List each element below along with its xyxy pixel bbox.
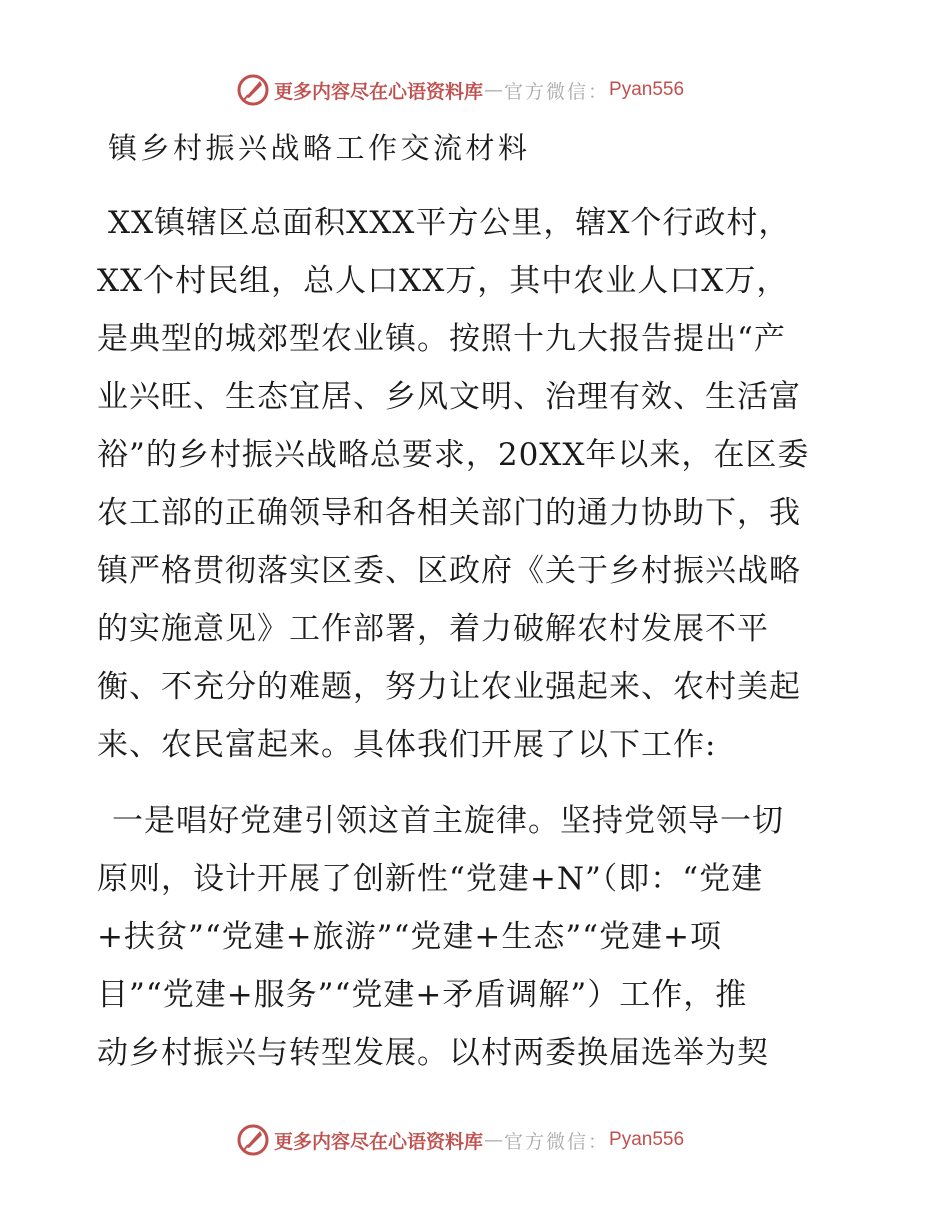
text-line: 来、农民富起来。具体我们开展了以下工作:	[97, 727, 717, 763]
text-line: 裕”的乡村振兴战略总要求，20XX年以来，在区委	[97, 437, 810, 473]
text-line: 衡、不充分的难题，努力让农业强起来、农村美起	[97, 669, 801, 705]
text-line: +扶贫”“党建+旅游”“党建+生态”“党建+项	[97, 919, 722, 955]
text-line: XX个村民组，总人口XX万，其中农业人口X万，	[97, 263, 789, 299]
text-line: 农工部的正确领导和各相关部门的通力协助下，我	[97, 495, 801, 531]
text-line: 动乡村振兴与转型发展。以村两委换届选举为契	[97, 1035, 769, 1071]
watermark-label: 官方微信：	[504, 1130, 610, 1153]
text-line: 业兴旺、生态宜居、乡风文明、治理有效、生活富	[97, 379, 801, 415]
text-line: 镇严格贯彻落实区委、区政府《关于乡村振兴战略	[97, 553, 801, 589]
text-line: XX镇辖区总面积XXX平方公里，辖X个行政村，	[108, 205, 791, 241]
watermark-id: Pyan556	[609, 1129, 685, 1150]
text-line: 一是唱好党建引领这首主旋律。坚持党领导一切	[112, 803, 784, 839]
watermark-text: 更多内容尽在心语资料库	[274, 1130, 484, 1153]
footer-watermark	[236, 1122, 684, 1158]
text-line: 是典型的城郊型农业镇。按照十九大报告提出“产	[97, 321, 786, 357]
watermark-separator: —	[484, 79, 504, 101]
watermark-text: 更多内容尽在心语资料库	[274, 80, 484, 103]
quill-logo-icon	[236, 1123, 270, 1157]
text-line: 目”“党建+服务”“党建+矛盾调解”）工作，推	[97, 977, 748, 1013]
document-title: 镇乡村振兴战略工作交流材料	[108, 131, 531, 165]
text-line: 的实施意见》工作部署，着力破解农村发展不平	[97, 611, 769, 647]
text-line: 原则，设计开展了创新性“党建+N”（即：“党建	[97, 861, 764, 897]
header-watermark	[236, 72, 684, 108]
watermark-id: Pyan556	[609, 79, 685, 100]
quill-logo-icon	[236, 73, 270, 107]
watermark-label: 官方微信：	[504, 80, 610, 103]
watermark-separator: —	[484, 1129, 504, 1151]
